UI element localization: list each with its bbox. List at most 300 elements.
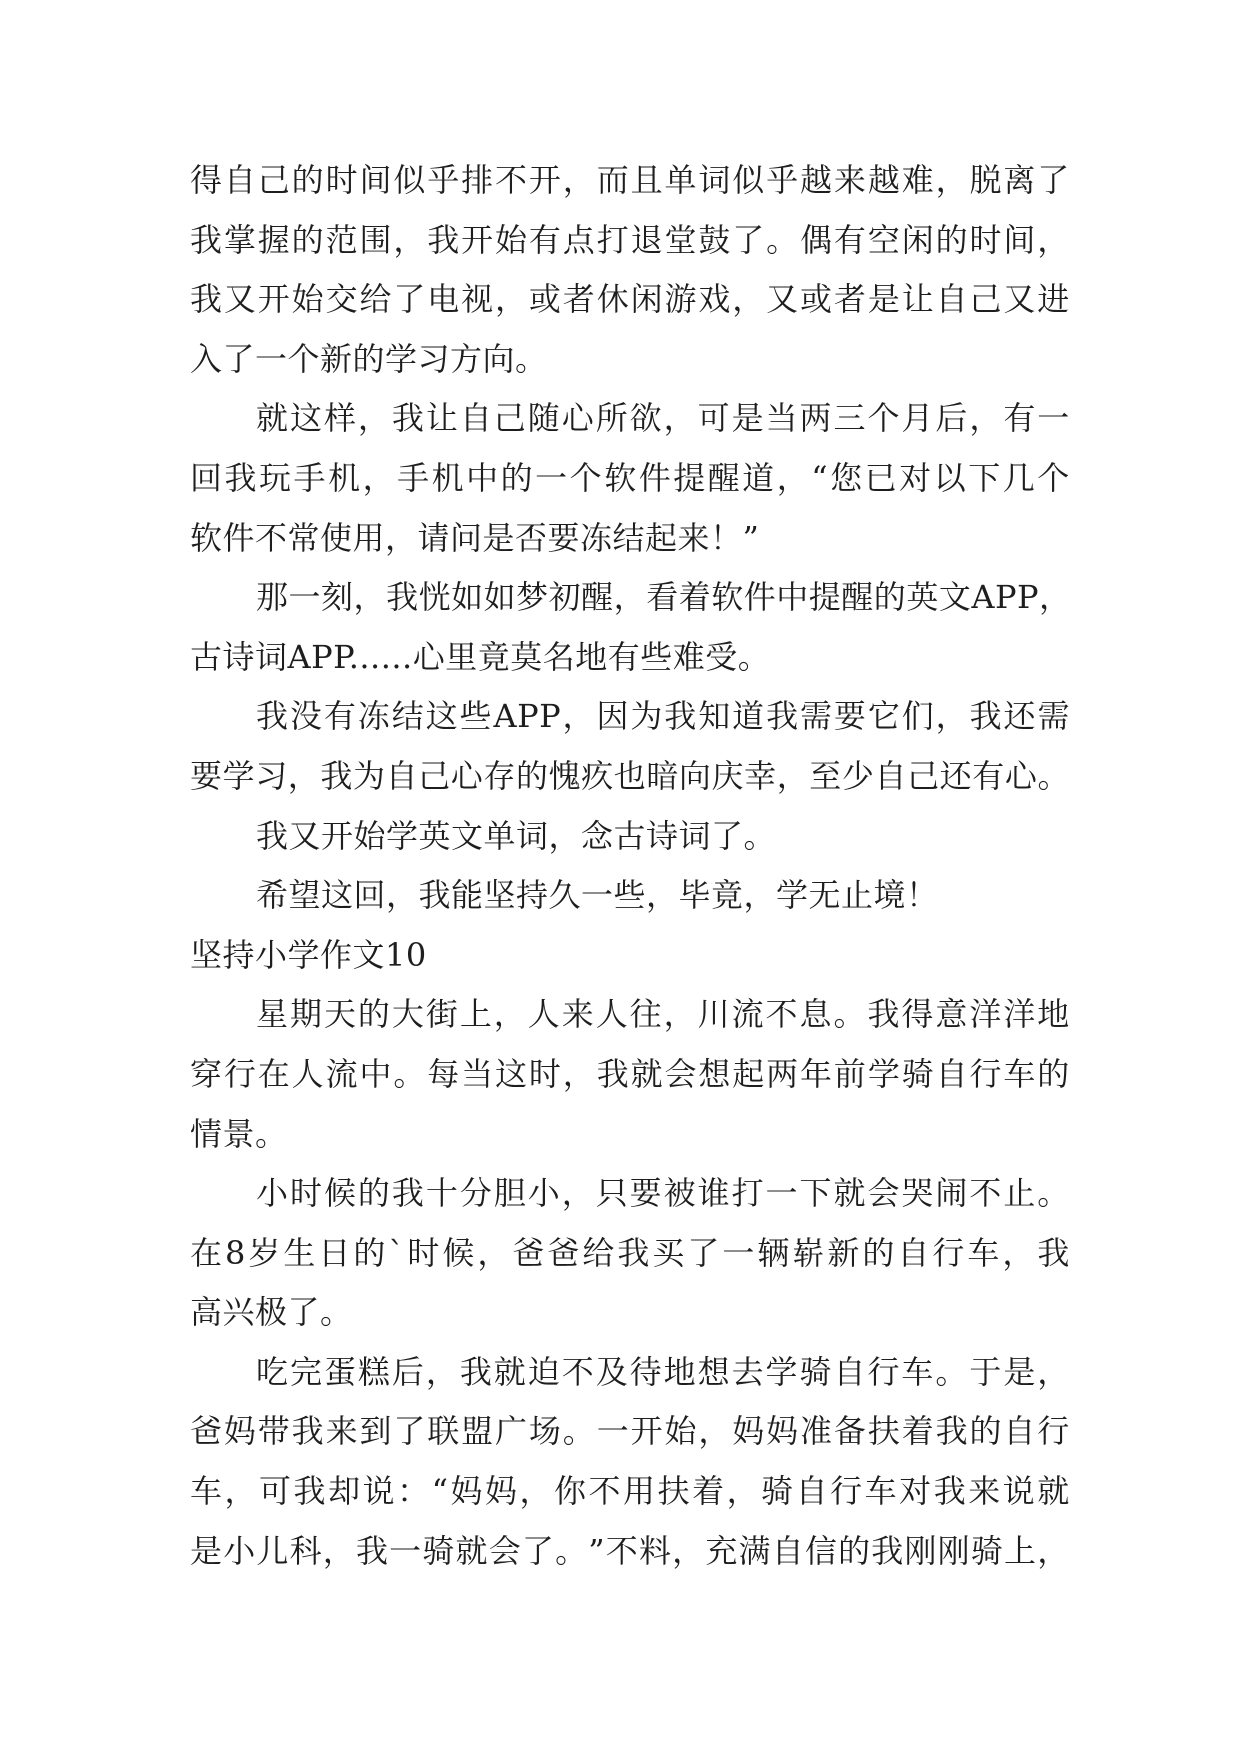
glyph: 着 — [678, 578, 712, 617]
glyph: 如 — [451, 578, 484, 617]
glyph: 来 — [561, 995, 595, 1034]
glyph: 日 — [318, 1233, 351, 1272]
glyph: 候 — [323, 1174, 357, 1213]
glyph: 小 — [256, 1174, 289, 1213]
section-heading: 坚持小学作文10 — [190, 935, 427, 974]
glyph: 可 — [259, 1472, 292, 1511]
glyph: 及 — [595, 1352, 629, 1391]
glyph: 少 — [841, 756, 875, 795]
glyph: 妈 — [450, 1472, 483, 1511]
glyph: 来 — [325, 1412, 359, 1451]
glyph: 始 — [495, 220, 528, 259]
glyph: 年 — [800, 1054, 833, 1093]
glyph: 提 — [673, 458, 706, 497]
glyph: 还 — [1003, 697, 1037, 736]
glyph: 在 — [190, 1233, 223, 1272]
glyph: 又 — [766, 280, 799, 319]
text-line — [190, 1522, 1070, 1582]
glyph: 一 — [1037, 399, 1070, 438]
glyph: 每 — [427, 1054, 460, 1093]
glyph: 行 — [969, 1054, 1002, 1093]
glyph: 围 — [359, 220, 392, 259]
glyph: 科 — [289, 1531, 323, 1570]
glyph: 了 — [393, 280, 426, 319]
glyph: 间 — [359, 161, 392, 199]
text-line — [190, 687, 1070, 747]
glyph: 视 — [461, 280, 494, 319]
glyph: 而 — [596, 161, 630, 199]
glyph: 胆 — [493, 1174, 527, 1213]
glyph: 疚 — [581, 756, 614, 795]
glyph: 着 — [901, 1412, 935, 1451]
glyph: 这 — [495, 1054, 528, 1093]
glyph: 不 — [495, 161, 528, 199]
glyph: 越 — [800, 161, 833, 199]
glyph: 己 — [969, 280, 1002, 319]
glyph: 生 — [283, 1233, 316, 1272]
glyph: 自 — [897, 1233, 930, 1272]
text-line — [190, 1045, 1070, 1105]
glyph: 心 — [1004, 756, 1038, 795]
glyph: 始 — [291, 280, 325, 319]
glyph: 我 — [596, 1054, 630, 1093]
glyph: 三 — [833, 399, 866, 438]
glyph: 我 — [355, 1531, 389, 1570]
glyph: 哭 — [901, 1174, 934, 1213]
glyph: 因 — [596, 697, 629, 736]
glyph: 扶 — [657, 1472, 691, 1511]
glyph: 儿 — [256, 1531, 289, 1570]
glyph: 我 — [664, 697, 697, 736]
text-line — [190, 1343, 1070, 1403]
glyph: 前 — [833, 1054, 867, 1093]
glyph: 骑 — [799, 1352, 833, 1391]
glyph: 候 — [442, 1233, 475, 1272]
glyph: 至 — [809, 756, 842, 795]
glyph: 想 — [698, 1054, 731, 1093]
glyph: 幸 — [744, 756, 777, 795]
glyph: 地 — [663, 1352, 697, 1391]
glyph: 心 — [450, 756, 484, 795]
glyph: 存 — [483, 756, 516, 795]
glyph: 又 — [1003, 280, 1036, 319]
glyph: ， — [224, 1472, 258, 1511]
glyph: 于 — [969, 1352, 1002, 1391]
glyph: 。 — [393, 1054, 426, 1093]
glyph: 己 — [907, 756, 940, 795]
glyph: 联 — [427, 1412, 460, 1451]
glyph: 离 — [1003, 161, 1036, 199]
glyph: APP — [971, 578, 1040, 617]
glyph: 。 — [1037, 756, 1070, 795]
glyph: 流 — [731, 995, 765, 1034]
glyph: 且 — [630, 161, 664, 199]
glyph: 广 — [495, 1412, 528, 1451]
glyph: ， — [969, 399, 1002, 438]
glyph: 偶 — [800, 220, 833, 259]
glyph: 小 — [527, 1174, 561, 1213]
glyph: 掌 — [223, 220, 257, 259]
glyph: 几 — [1002, 458, 1036, 497]
glyph: 词 — [698, 161, 731, 199]
glyph: 要 — [833, 697, 867, 736]
glyph: ， — [1002, 1233, 1035, 1272]
glyph: 中 — [466, 458, 499, 497]
glyph: 是 — [867, 280, 901, 319]
glyph: 退 — [630, 220, 664, 259]
glyph: 英 — [906, 578, 939, 617]
glyph: 洋 — [1003, 995, 1036, 1034]
glyph: 的 — [1037, 1054, 1070, 1093]
text-line — [190, 1224, 1070, 1284]
glyph: 我 — [320, 756, 353, 795]
glyph: 车 — [190, 1472, 223, 1511]
glyph: 备 — [833, 1412, 867, 1451]
glyph: 崭 — [792, 1233, 825, 1272]
glyph: 行 — [830, 1472, 863, 1511]
glyph: APP — [493, 697, 562, 736]
glyph: 会 — [488, 1531, 522, 1570]
glyph: 不 — [561, 1352, 595, 1391]
glyph: 我 — [459, 1352, 493, 1391]
glyph: 乎 — [427, 161, 460, 199]
glyph: 带 — [257, 1412, 291, 1451]
glyph: 辆 — [757, 1233, 790, 1272]
glyph: 自 — [771, 1531, 805, 1570]
text-line — [190, 747, 1070, 807]
glyph: 以 — [933, 458, 967, 497]
glyph: 交 — [325, 280, 359, 319]
glyph: 闲 — [901, 220, 935, 259]
glyph: 给 — [359, 280, 392, 319]
glyph: 当 — [461, 1054, 494, 1093]
glyph: ， — [732, 280, 765, 319]
glyph: 时 — [407, 1233, 440, 1272]
glyph: 人 — [291, 1054, 325, 1093]
glyph: 件 — [743, 578, 777, 617]
glyph: 我 — [391, 1174, 425, 1213]
text-line — [190, 985, 1070, 1045]
glyph: 待 — [629, 1352, 663, 1391]
glyph: ， — [561, 1174, 595, 1213]
glyph: 我 — [190, 220, 223, 259]
glyph: 就 — [630, 1054, 664, 1093]
glyph: 信 — [804, 1531, 838, 1570]
glyph: 行 — [1037, 1412, 1070, 1451]
glyph: 梦 — [516, 578, 549, 617]
glyph: 的 — [969, 1412, 1002, 1451]
glyph: 一 — [288, 578, 322, 617]
glyph: 分 — [459, 1174, 493, 1213]
glyph: 的 — [935, 220, 969, 259]
glyph: 休 — [596, 280, 630, 319]
glyph: 打 — [596, 220, 630, 259]
glyph: ， — [322, 1531, 356, 1570]
glyph: 。 — [1037, 1174, 1070, 1213]
glyph: 醒 — [707, 458, 741, 497]
glyph: 心 — [561, 399, 595, 438]
glyph: 学 — [222, 756, 256, 795]
glyph: 得 — [190, 161, 223, 199]
glyph: 蛋 — [323, 1352, 357, 1391]
glyph: 了 — [732, 220, 765, 259]
glyph: 随 — [527, 399, 561, 438]
glyph: 地 — [1037, 995, 1070, 1034]
glyph: 进 — [1037, 280, 1070, 319]
glyph: 被 — [663, 1174, 697, 1213]
glyph: 上 — [1004, 1531, 1037, 1570]
glyph: 两 — [799, 399, 833, 438]
glyph: 8 — [225, 1233, 246, 1272]
glyph: 游 — [664, 280, 697, 319]
text-line: 我又开始学英文单词，念古诗词了。 — [256, 816, 777, 855]
glyph: 空 — [867, 220, 901, 259]
glyph: 一 — [722, 1233, 755, 1272]
glyph: 骑 — [422, 1531, 455, 1570]
glyph: 的 — [862, 1233, 895, 1272]
glyph: “ — [431, 1472, 449, 1511]
glyph: 十 — [425, 1174, 459, 1213]
glyph: 似 — [393, 161, 426, 199]
glyph: 始 — [664, 1412, 697, 1451]
glyph: 己 — [418, 756, 451, 795]
glyph: 者 — [833, 280, 867, 319]
glyph: 会 — [867, 1174, 900, 1213]
glyph: 己 — [257, 161, 291, 199]
glyph: 个 — [1037, 458, 1070, 497]
glyph: 车 — [967, 1233, 1000, 1272]
glyph: 我 — [391, 399, 425, 438]
glyph: 车 — [864, 1472, 898, 1511]
glyph: 下 — [799, 1174, 833, 1213]
glyph: 醒 — [581, 578, 614, 617]
glyph: 醒 — [841, 578, 874, 617]
glyph: 我 — [291, 1412, 325, 1451]
text-line — [190, 568, 1070, 628]
glyph: ， — [698, 1412, 731, 1451]
glyph: 就 — [256, 399, 289, 438]
glyph: 。 — [555, 1531, 588, 1570]
glyph: 月 — [901, 399, 934, 438]
glyph: 单 — [664, 161, 697, 199]
glyph: ， — [357, 399, 391, 438]
glyph: 我 — [256, 697, 289, 736]
glyph: ， — [562, 697, 596, 736]
glyph: ， — [1039, 578, 1072, 617]
glyph: 鼓 — [698, 220, 731, 259]
glyph: ， — [935, 697, 969, 736]
glyph: 玩 — [259, 458, 292, 497]
glyph: 我 — [427, 220, 460, 259]
glyph: 流 — [325, 1054, 359, 1093]
glyph: 点 — [562, 220, 596, 259]
glyph: ， — [776, 756, 810, 795]
glyph: 行 — [932, 1233, 965, 1272]
glyph: 会 — [664, 1054, 697, 1093]
glyph: 意 — [935, 995, 968, 1034]
glyph: 件 — [638, 458, 672, 497]
text-line — [190, 1462, 1070, 1522]
text-line — [190, 1402, 1070, 1462]
glyph: 了 — [1037, 161, 1070, 199]
glyph: 。 — [833, 995, 866, 1034]
glyph: 没 — [289, 697, 323, 736]
glyph: 一 — [389, 1531, 422, 1570]
glyph: 我 — [190, 280, 223, 319]
glyph: 闲 — [630, 280, 664, 319]
glyph: 。 — [562, 1412, 596, 1451]
glyph: 似 — [732, 161, 765, 199]
glyph: 就 — [493, 1352, 527, 1391]
glyph: 骑 — [970, 1531, 1004, 1570]
glyph: 起 — [732, 1054, 765, 1093]
glyph: 已 — [864, 458, 898, 497]
glyph: 有 — [528, 220, 562, 259]
glyph: ： — [397, 1472, 430, 1511]
text-line: 软件不常使用，请问是否要冻结起来！” — [190, 518, 760, 557]
glyph: ， — [493, 995, 527, 1034]
glyph: 开 — [461, 220, 494, 259]
glyph: 握 — [257, 220, 291, 259]
glyph: 往 — [629, 995, 663, 1034]
glyph: 买 — [652, 1233, 685, 1272]
glyph: 文 — [938, 578, 972, 617]
glyph: 新 — [827, 1233, 860, 1272]
glyph: 学 — [867, 1054, 901, 1093]
glyph: 满 — [738, 1531, 772, 1570]
glyph: 一 — [596, 1412, 630, 1451]
glyph: 回 — [190, 458, 223, 497]
glyph: 大 — [391, 995, 425, 1034]
glyph: 的 — [515, 756, 549, 795]
glyph: ， — [562, 1054, 596, 1093]
glyph: 说 — [362, 1472, 396, 1511]
glyph: 机 — [431, 458, 465, 497]
glyph: 刻 — [321, 578, 354, 617]
glyph: 是 — [1003, 1352, 1036, 1391]
glyph: 为 — [352, 756, 386, 795]
glyph: 范 — [325, 220, 359, 259]
glyph: 在 — [257, 1054, 291, 1093]
glyph: 说 — [1002, 1472, 1036, 1511]
glyph: 这 — [289, 399, 323, 438]
glyph: 后 — [935, 399, 968, 438]
glyph: ， — [726, 1472, 760, 1511]
glyph: 爸 — [190, 1412, 223, 1451]
glyph: 自 — [1003, 1412, 1036, 1451]
glyph: 闹 — [935, 1174, 968, 1213]
glyph: 行 — [867, 1352, 900, 1391]
glyph: 的 — [357, 1174, 391, 1213]
glyph: ， — [353, 578, 387, 617]
glyph: 电 — [427, 280, 460, 319]
glyph: 们 — [901, 697, 935, 736]
glyph: 开 — [528, 161, 562, 199]
glyph: 对 — [899, 1472, 932, 1511]
text-line: 情景。 — [190, 1114, 288, 1153]
glyph: 爸 — [547, 1233, 580, 1272]
glyph: 得 — [901, 995, 934, 1034]
glyph: 手 — [397, 458, 430, 497]
glyph: 当 — [765, 399, 799, 438]
text-line — [190, 151, 1070, 211]
glyph: 的 — [291, 220, 325, 259]
glyph: 我 — [766, 697, 799, 736]
glyph: 的 — [291, 161, 325, 199]
glyph: 了 — [393, 1412, 426, 1451]
glyph: 爸 — [512, 1233, 545, 1272]
glyph: 自 — [935, 1054, 969, 1093]
glyph: 开 — [257, 280, 291, 319]
glyph: 如 — [483, 578, 517, 617]
glyph: ， — [477, 1233, 510, 1272]
glyph: 又 — [223, 280, 257, 319]
glyph: 它 — [867, 697, 901, 736]
glyph: 自 — [833, 1352, 866, 1391]
glyph: 还 — [939, 756, 973, 795]
glyph: 所 — [595, 399, 629, 438]
glyph: 穿 — [190, 1054, 223, 1093]
glyph: 愧 — [548, 756, 582, 795]
glyph: 用 — [623, 1472, 656, 1511]
glyph: ， — [425, 1352, 459, 1391]
text-line: 希望这回，我能坚持久一些，毕竟，学无止境！ — [256, 876, 939, 915]
glyph: 我 — [969, 697, 1003, 736]
glyph: 一 — [535, 458, 568, 497]
glyph: 骑 — [761, 1472, 794, 1511]
glyph: 去 — [731, 1352, 765, 1391]
glyph: 不 — [605, 1531, 639, 1570]
glyph: 人 — [527, 995, 561, 1034]
glyph: 这 — [425, 697, 459, 736]
glyph: 到 — [359, 1412, 392, 1451]
glyph: 结 — [391, 697, 425, 736]
glyph: ， — [1037, 1531, 1070, 1570]
glyph: 料 — [638, 1531, 672, 1570]
glyph: 天 — [323, 995, 357, 1034]
glyph: 妈 — [766, 1412, 799, 1451]
glyph: ， — [362, 458, 396, 497]
glyph: 刚 — [904, 1531, 937, 1570]
glyph: 我 — [617, 1233, 650, 1272]
glyph: 可 — [697, 399, 731, 438]
glyph: 谁 — [697, 1174, 731, 1213]
glyph: 来 — [968, 1472, 1001, 1511]
glyph: 后 — [391, 1352, 425, 1391]
glyph: 间 — [1003, 220, 1036, 259]
glyph: 不 — [969, 1174, 1002, 1213]
glyph: “ — [811, 458, 829, 497]
glyph: 盟 — [461, 1412, 494, 1451]
glyph: 我 — [933, 1472, 967, 1511]
glyph: 个 — [569, 458, 603, 497]
glyph: 自 — [385, 756, 419, 795]
glyph: 初 — [548, 578, 582, 617]
glyph: 为 — [630, 697, 663, 736]
glyph: 自 — [795, 1472, 829, 1511]
glyph: 对 — [899, 458, 932, 497]
glyph: 我 — [1037, 1233, 1070, 1272]
glyph: 的 — [353, 1233, 386, 1272]
glyph: 止 — [1003, 1174, 1036, 1213]
glyph: 时 — [289, 1174, 323, 1213]
glyph: 时 — [325, 161, 359, 199]
glyph: 妈 — [484, 1472, 518, 1511]
glyph: 有 — [972, 756, 1005, 795]
glyph: 自 — [459, 399, 493, 438]
glyph: 需 — [1037, 697, 1070, 736]
glyph: 上 — [459, 995, 493, 1034]
